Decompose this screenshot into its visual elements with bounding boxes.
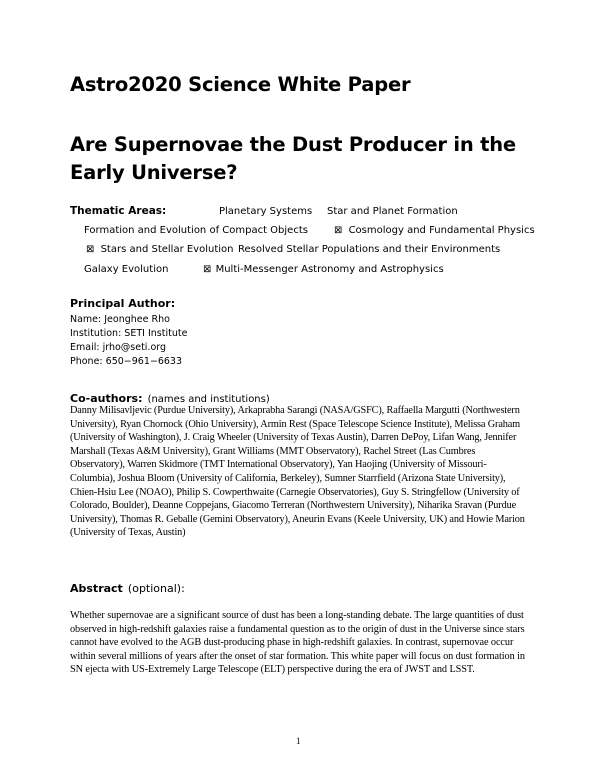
- paper-header: Astro2020 Science White Paper: [70, 73, 411, 96]
- thematic-areas-heading: Thematic Areas:: [70, 205, 167, 217]
- area-planetary-systems: Planetary Systems: [219, 206, 313, 217]
- area-compact-objects: Formation and Evolution of Compact Objects: [84, 225, 308, 236]
- abstract-subheading: (optional):: [127, 582, 185, 595]
- coauthors-subheading: (names and institutions): [147, 394, 270, 405]
- area-multi-messenger: ⊠ Multi-Messenger Astronomy and Astrophysics: [203, 264, 444, 275]
- area-galaxy-evolution: Galaxy Evolution: [84, 264, 169, 275]
- author-phone: Phone: 650−961−6633: [70, 356, 183, 367]
- author-name: Name: Jeonghee Rho: [70, 314, 170, 325]
- author-institution: Institution: SETI Institute: [70, 328, 188, 339]
- area-resolved-populations: Resolved Stellar Populations and their Environments: [238, 244, 501, 255]
- area-stellar-evolution: ⊠ Stars and Stellar Evolution: [86, 244, 234, 255]
- abstract-heading-line: [70, 577, 185, 596]
- abstract-heading: Abstract: [70, 582, 123, 595]
- checked-box-icon: ⊠: [86, 244, 95, 255]
- area-cosmology: ⊠ Cosmology and Fundamental Physics: [334, 225, 535, 236]
- coauthors-heading: Co-authors:: [70, 392, 143, 405]
- page-number: 1: [296, 736, 301, 746]
- principal-author-heading: Principal Author:: [70, 297, 176, 310]
- abstract-text: Whether supernovae are a significant source of dust has been a long-standing debate. The large quantities of dust observed in high-redshift galaxies raise a fundamental question as to the origin of dust in the Universe since stars cannot have evolved to the AGB dust-producing phase in high-redshift galaxies. In contrast, supernovae occur within several millions of years after the onset of star formation. This white paper will focus on dust formation in SN ejecta with US-Extremely Large Telescope (ELT) perspective during the era of JWST and LSST.: [70, 610, 525, 676]
- coauthors-list: Danny Milisavljevic (Purdue University), Arkaprabha Sarangi (NASA/GSFC), Raffaella Margutti (Northwestern University), Ryan Chornock (Ohio University), Armin Rest (Space Telescope Science Institute), Melissa Graham (University of Washington), J. Craig Wheeler (University of Texas Austin), Darren DePoy, Lifan Wang, Jennifer Marshall (Texas A&M University), Grant Williams (MMT Observatory), Rachel Street (Las Cumbres Observatory), Warren Skidmore (TMT International Observatory), Yan Haojing (University of Missouri-Columbia), Joshua Bloom (University of California, Berkeley), Sumner Starrfield (Arizona State University), Chien-Hsiu Lee (NOAO), Philip S. Cowperthwaite (Carnegie Observatories), Guy S. Stringfellow (University of Colorado, Boulder), Deanne Coppejans, Giacomo Terreran (Northwestern University), Niharika Sravan (Purdue University), Thomas R. Geballe (Gemini Observatory), Aneurin Evans (Keele University, UK) and Howie Marion (University of Texas, Austin): [70, 405, 525, 539]
- paper-title: Are Supernovae the Dust Producer in the Early Universe?: [70, 133, 516, 184]
- author-email[interactable]: Email: jrho@seti.org: [70, 342, 167, 353]
- checked-box-icon: ⊠: [334, 225, 343, 236]
- area-star-planet-formation: Star and Planet Formation: [327, 206, 458, 217]
- checked-box-icon: ⊠: [203, 264, 212, 275]
